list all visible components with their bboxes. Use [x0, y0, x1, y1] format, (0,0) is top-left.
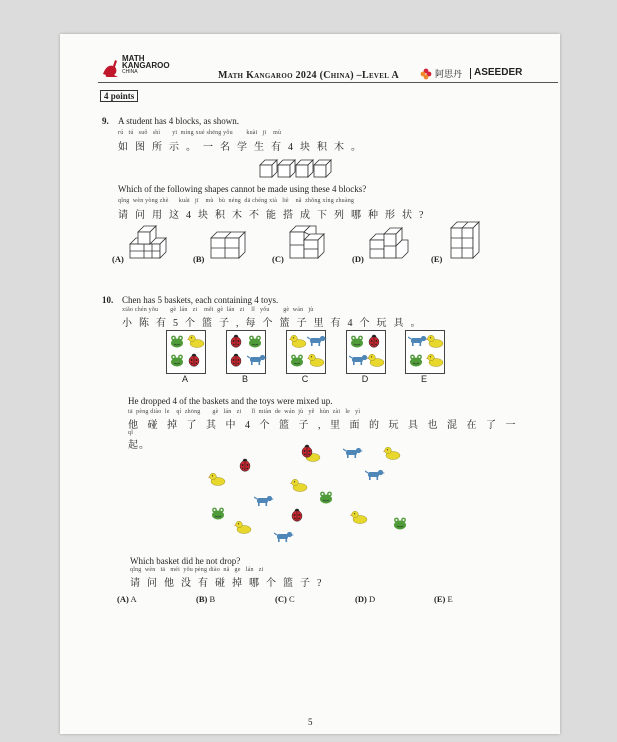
duck-icon	[367, 353, 385, 372]
logo-line-3: CHINA	[122, 69, 138, 75]
q9-option-b-label: (B)	[193, 254, 205, 264]
frog-icon	[408, 353, 424, 372]
duck-icon	[187, 334, 205, 353]
basket-box	[226, 330, 266, 374]
basket-box	[405, 330, 445, 374]
basket-label: C	[301, 374, 309, 384]
dog-icon	[365, 468, 385, 486]
q10-hanzi-3: 起。	[128, 440, 150, 451]
q10-hanzi-1: 小陈有5个篮子,每个篮子里有4个玩具。	[122, 318, 428, 329]
q10-text: Chen has 5 baskets, each containing 4 toys.	[122, 295, 279, 305]
option-value: A	[130, 594, 137, 604]
q10-pinyin-3: qǐ	[128, 430, 134, 436]
q9-option-c[interactable]	[272, 224, 342, 268]
frog-icon	[169, 353, 185, 372]
frog-icon	[289, 353, 305, 372]
basket-label: E	[420, 374, 427, 384]
option-label: (E)	[434, 594, 446, 604]
dog-icon	[247, 353, 267, 371]
frog-icon	[247, 334, 263, 353]
block-shape-a	[128, 224, 174, 264]
dog-icon	[343, 446, 363, 464]
frog-icon	[392, 516, 408, 535]
page-number: 5	[308, 717, 313, 727]
ladybug-icon	[238, 458, 252, 477]
option-label: (C)	[275, 594, 287, 604]
logo-line-1: MATH	[122, 54, 145, 63]
dog-icon	[307, 334, 327, 352]
brand-cn: 阿思丹	[435, 69, 463, 79]
duck-icon	[289, 334, 307, 353]
duck-icon	[208, 472, 226, 491]
frog-icon	[349, 334, 365, 353]
q10-option-c[interactable]	[275, 594, 295, 604]
option-label: (D)	[355, 594, 367, 604]
frog-icon	[210, 506, 226, 525]
option-value: B	[209, 594, 216, 604]
dog-icon	[349, 353, 369, 371]
exam-page	[60, 34, 560, 734]
duck-icon	[426, 334, 444, 353]
q10-option-d[interactable]	[355, 594, 375, 604]
points-badge: 4 points	[100, 90, 138, 102]
block-shape-d	[368, 224, 414, 264]
ladybug-icon	[367, 334, 381, 353]
q9-hanzi-2: 请问用这4块积木不能搭成下列哪种形状?	[118, 210, 431, 221]
q9-option-d-label: (D)	[352, 254, 364, 264]
dog-icon	[274, 530, 294, 548]
brand-en: ASEEDER	[474, 67, 523, 78]
kangaroo-icon	[100, 56, 122, 78]
ladybug-icon	[187, 353, 201, 372]
dog-icon	[254, 494, 274, 512]
page-title: Math Kangaroo 2024 (China) –Level A	[218, 70, 399, 81]
basket-label: B	[241, 374, 248, 384]
block-shape-c	[288, 224, 334, 264]
q9-option-c-label: (C)	[272, 254, 284, 264]
duck-icon	[234, 520, 252, 539]
option-value: E	[447, 594, 453, 604]
basket-box	[286, 330, 326, 374]
q9-hanzi-1: 如图所示。一名学生有4块积木。	[118, 142, 368, 153]
duck-icon	[290, 478, 308, 497]
basket-label: D	[361, 374, 369, 384]
q9-option-b[interactable]	[193, 224, 263, 268]
q9-option-d[interactable]	[352, 224, 422, 268]
brand-divider	[470, 68, 471, 79]
frog-icon	[169, 334, 185, 353]
basket-box	[346, 330, 386, 374]
q10-hanzi-4: 请问他没有碰掉哪个篮子?	[130, 578, 329, 589]
q10-number: 10.	[102, 295, 114, 305]
dog-icon	[408, 334, 428, 352]
q9-option-e-label: (E)	[431, 254, 443, 264]
block-shape-b	[209, 224, 255, 264]
q10-pinyin-1: xiǎo chén yǒu gè lán zi měi gè lán zi lǐ yǒu gè wán jù	[122, 307, 314, 313]
q10-option-b[interactable]	[196, 594, 215, 604]
duck-icon	[383, 446, 401, 465]
q10-hanzi-2: 他碰掉了其中4个篮子,里面的玩具也混在了一	[128, 420, 525, 431]
q9-option-a[interactable]	[112, 224, 182, 268]
q9-pinyin-2: qǐng wèn yòng zhè kuài jī mù bù néng dā chéng xià liè nǎ zhǒng xíng zhuàng	[118, 198, 355, 204]
basket-box	[166, 330, 206, 374]
frog-icon	[318, 490, 334, 509]
q10-question: Which basket did he not drop?	[130, 556, 241, 566]
header-rule	[98, 82, 558, 83]
ladybug-icon	[290, 508, 304, 527]
q10-option-a[interactable]	[117, 594, 137, 604]
q9-pinyin-1: rú tú suǒ shì yī míng xué shēng yǒu kuài jī mù	[118, 130, 282, 136]
q9-question: Which of the following shapes cannot be made using these 4 blocks?	[118, 184, 367, 194]
q10-pinyin-4: qǐng wèn tā méi yǒu pèng diào nǎ ge lán zi	[130, 567, 264, 573]
flower-icon	[420, 68, 432, 80]
ladybug-icon	[229, 353, 243, 372]
aseeder-logo	[420, 67, 560, 81]
option-value: C	[288, 594, 295, 604]
q10-option-e[interactable]	[434, 594, 453, 604]
q9-text: A student has 4 blocks, as shown.	[118, 116, 239, 126]
option-label: (A)	[117, 594, 129, 604]
ladybug-icon	[229, 334, 243, 353]
ladybug-icon	[300, 444, 314, 463]
logo-line-2: KANGAROO	[122, 61, 170, 70]
duck-icon	[426, 353, 444, 372]
q9-option-e[interactable]	[431, 220, 501, 268]
q10-text-2: He dropped 4 of the baskets and the toys were mixed up.	[128, 396, 333, 406]
option-value: D	[368, 594, 376, 604]
block-shape-e	[447, 220, 487, 264]
q9-option-a-label: (A)	[112, 254, 124, 264]
option-label: (B)	[196, 594, 208, 604]
basket-label: A	[181, 374, 188, 384]
math-kangaroo-logo	[100, 54, 170, 80]
q10-pinyin-2: tā pèng diào le qí zhōng gè lán zi lǐ miàn de wán jù yě hùn zài le yì	[128, 409, 361, 415]
duck-icon	[350, 510, 368, 529]
q9-number: 9.	[102, 116, 109, 126]
four-blocks-figure	[258, 154, 338, 180]
duck-icon	[307, 353, 325, 372]
